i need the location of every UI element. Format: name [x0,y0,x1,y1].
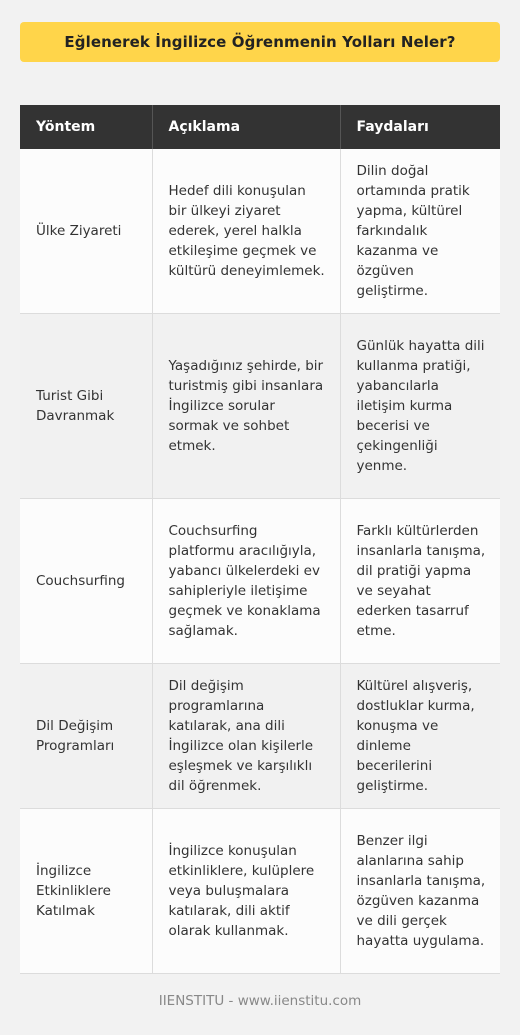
cell-description: İngilizce konuşulan etkinliklere, kulüplere veya buluşmalara katılarak, dili aktif olarak kullanmak. [152,808,340,973]
cell-description: Yaşadığınız şehirde, bir turistmiş gibi insanlara İngilizce sorular sormak ve sohbet etmek. [152,313,340,498]
footer-credit: IIENSTITU - www.iienstitu.com [158,993,362,1009]
cell-method: Dil Değişim Programları [20,663,152,808]
cell-benefits: Benzer ilgi alanlarına sahip insanlarla tanışma, özgüven kazanma ve dili gerçek hayatta uygulama. [340,808,500,973]
cell-benefits: Kültürel alışveriş, dostluklar kurma, konuşma ve dinleme becerilerini geliştirme. [340,663,500,808]
table-row [20,149,500,313]
cell-description: Dil değişim programlarına katılarak, ana dili İngilizce olan kişilerle eşleşmek ve karşılıklı dil öğrenmek. [152,663,340,808]
column-header-description: Açıklama [152,105,340,149]
title-banner [20,22,500,62]
column-header-method: Yöntem [20,105,152,149]
cell-method: Couchsurfing [20,498,152,663]
column-header-benefits: Faydaları [340,105,500,149]
methods-table [20,105,500,974]
cell-description: Hedef dili konuşulan bir ülkeyi ziyaret ederek, yerel halkla etkileşime geçmek ve kültürü deneyimlemek. [152,149,340,313]
table-row [20,808,500,973]
table-header-row [20,105,500,149]
page-title: Eğlenerek İngilizce Öğrenmenin Yolları Neler? [64,33,456,51]
table-row [20,313,500,498]
cell-benefits: Günlük hayatta dili kullanma pratiği, yabancılarla iletişim kurma becerisi ve çekingenliği yenme. [340,313,500,498]
cell-benefits: Farklı kültürlerden insanlarla tanışma, dil pratiği yapma ve seyahat ederken tasarruf etme. [340,498,500,663]
cell-method: Turist Gibi Davranmak [20,313,152,498]
cell-method: İngilizce Etkinliklere Katılmak [20,808,152,973]
cell-description: Couchsurfing platformu aracılığıyla, yabancı ülkelerdeki ev sahipleriyle iletişime geçmek ve konaklama sağlamak. [152,498,340,663]
cell-method: Ülke Ziyareti [20,149,152,313]
table-row [20,498,500,663]
table-row [20,663,500,808]
cell-benefits: Dilin doğal ortamında pratik yapma, kültürel farkındalık kazanma ve özgüven geliştirme. [340,149,500,313]
